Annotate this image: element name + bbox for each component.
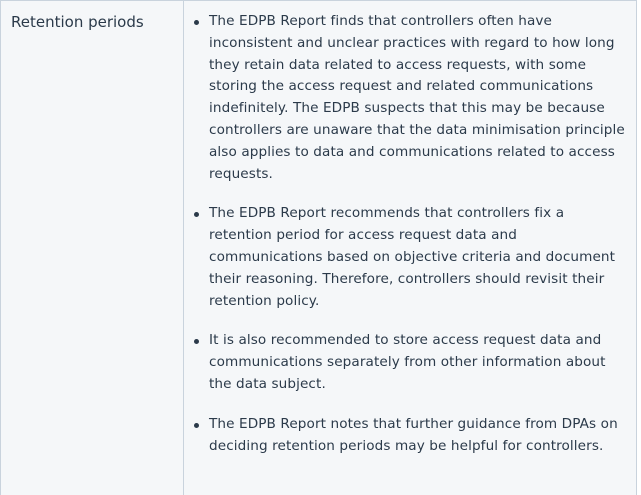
list-item (192, 330, 628, 395)
list-item (192, 414, 628, 458)
list-item-text: The EDPB Report finds that controllers often have inconsistent and unclear practices with regard to how long they retain data related to access requests, with some storing the access request and related communications indefinitely. The EDPB suspects that this may be because controllers are unaware that the data minimisation principle also applies to data and communications related to access requests. (209, 13, 625, 182)
bullet-dot-icon (194, 20, 199, 25)
row-content-cell (184, 1, 636, 495)
list-item (192, 203, 628, 312)
bullet-dot-icon (194, 339, 199, 344)
row-label-cell (1, 1, 184, 495)
list-item-text: The EDPB Report recommends that controllers fix a retention period for access request data and communications based on objective criteria and document their reasoning. Therefore, controllers should revisit their retention policy. (209, 205, 616, 309)
bullet-dot-icon (194, 423, 199, 428)
bullet-list (192, 11, 628, 457)
list-item (192, 11, 628, 185)
list-item-text: The EDPB Report notes that further guidance from DPAs on deciding retention periods may be helpful for controllers. (209, 415, 618, 454)
bullet-dot-icon (194, 212, 199, 217)
list-item-text: It is also recommended to store access request data and communications separately from other information about the data subject. (209, 332, 606, 392)
row-label: Retention periods (11, 13, 144, 31)
